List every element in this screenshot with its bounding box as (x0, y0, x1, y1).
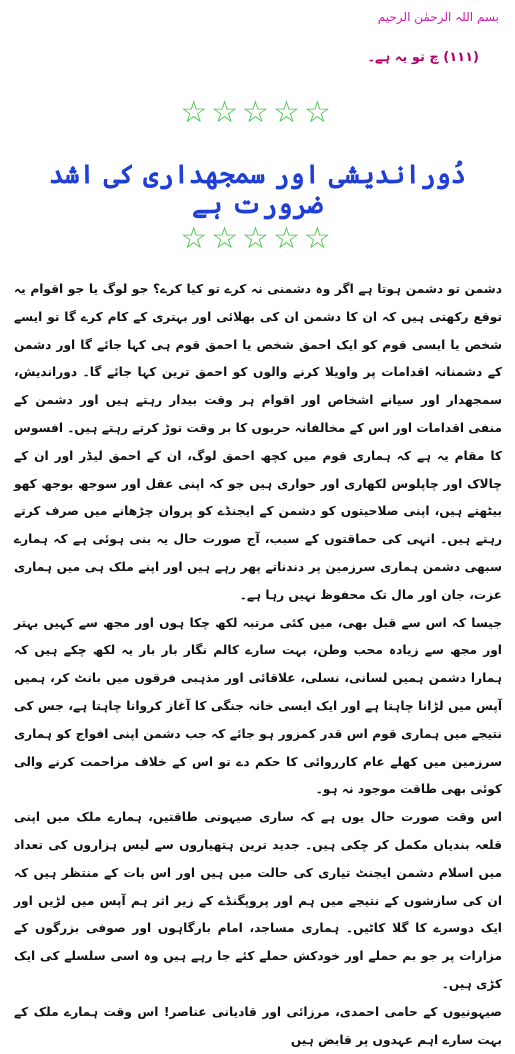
star-outline-icon: ☆ (242, 221, 273, 256)
star-outline-icon: ☆ (180, 221, 212, 256)
star-outline-icon: ☆ (211, 221, 243, 256)
star-outline-icon: ☆ (242, 95, 273, 130)
article-paragraph: اس وقت صورت حال یوں ہے کہ ساری صیہونی طاقتیں، ہمارے ملک میں اپنی قلعہ بندیاں مکمل کر چکی ہیں۔ جدید ترین ہتھیاروں سے لیس ہزاروں کی تعداد میں اسلام دشمن ایجنٹ تیاری کی حالت میں ہیں اور اس بات کے منتظر ہیں کہ ان کی سازشوں کے نتیجے میں ہم اور پروپگنڈے کے زیر اثر ہم آپس میں لڑیں اور ایک دوسرے کا گلا کاٹیں۔ ہماری مساجد، امام بارگاہوں اور صوفی بزرگوں کے مزارات پر جو بم حملے اور خودکش حملے کئے جا رہے ہیں وہ اسی سلسلے کی ایک کڑی ہیں۔ (14, 810, 502, 991)
article-body (14, 276, 502, 1054)
star-divider-top (0, 95, 515, 130)
star-outline-icon: ☆ (303, 95, 335, 130)
star-outline-icon: ☆ (272, 221, 304, 256)
article-paragraph: جیسا کہ اس سے قبل بھی، میں کئی مرتبہ لکھ چکا ہوں اور مجھ سے کہیں بہتر اور مجھ سے زیادہ محب وطن، بہت سارے کالم نگار بار بار یہ لکھ چکے ہیں کہ ہمارا دشمن ہمیں لسانی، نسلی، علاقائی اور مذہبی فرقوں میں بانٹ کر، ہمیں آپس میں لڑانا چاہتا ہے اور ایک ایسی خانہ جنگی کا آغاز کروانا چاہتا ہے، جس کی نتیجے میں ہماری قوم اس قدر کمزور ہو جائے کہ جب دشمن اپنی افواج کو ہماری سرزمین میں کھلے عام کارروائی کا حکم دے تو اس کے خلاف مزاحمت کرنے والی کوئی بھی طاقت موجود نہ ہو۔ (14, 615, 502, 797)
article-paragraph: دشمن تو دشمن ہوتا ہے اگر وہ دشمنی نہ کرے تو کیا کرے؟ جو لوگ یا جو اقوام یہ توقع رکھتی ہیں کہ ان کا دشمن ان کی بھلائی اور بہتری کے کام کرے گا تو ایسے شخص یا ایسی قوم کو ایک احمق شخص یا احمق قوم ہی کہا جائے گا اور دشمن کے دشمنانہ اقدامات پر واویلا کرنے والوں کو احمق ترین کہا جائے گا۔ دوراندیش، سمجھدار اور سیانے اشخاص اور اقوام ہر وقت بیدار رہتے ہیں اور دشمن کے منفی اقدامات اور اس کے مخالفانہ حربوں کا بر وقت توڑ کرتے رہتے ہیں۔ افسوس کا مقام یہ ہے کہ ہماری قوم میں کچھ احمق لوگ، ان کے احمق لیڈر اور ان کے چالاک اور چاپلوس لکھاری اور حواری ہیں جو کہ اپنی عقل اور سوجھ بوجھ کھو بیٹھتے ہیں، اپنی صلاحیتوں کو دشمن کے ایجنڈے کو پروان چڑھانے میں صرف کرتے رہتے ہیں۔ انہی کی حماقتوں کے سبب، آج صورت حال یہ بنی ہوئی ہے کہ ہمارے سبھی دشمن ہماری سرزمین پر دندناتے پھر رہے ہیں اور اپنے ملک ہی میں ہماری عزت، جان اور مال تک محفوظ نہیں رہا ہے۔ (14, 282, 502, 602)
star-outline-icon: ☆ (272, 95, 304, 130)
column-tagline: (۱۱۱) چ تو یہ ہے۔ (367, 50, 479, 65)
star-outline-icon: ☆ (211, 95, 243, 130)
star-divider-bottom (0, 221, 515, 256)
article-title: دُوراندیشی اور سمجھداری کی اشد ضرورت ہے (48, 160, 467, 220)
star-outline-icon: ☆ (303, 221, 335, 256)
star-outline-icon: ☆ (180, 95, 212, 130)
article-paragraph: صیہونیوں کے حامی احمدی، مرزائی اور قادیانی عناصر! اس وقت ہمارے ملک کے بہت سارے اہم عہدوں پر قابض ہیں (14, 1004, 502, 1047)
bismillah-text: بسم اللہ الرحمٰن الرحیم (377, 10, 499, 24)
